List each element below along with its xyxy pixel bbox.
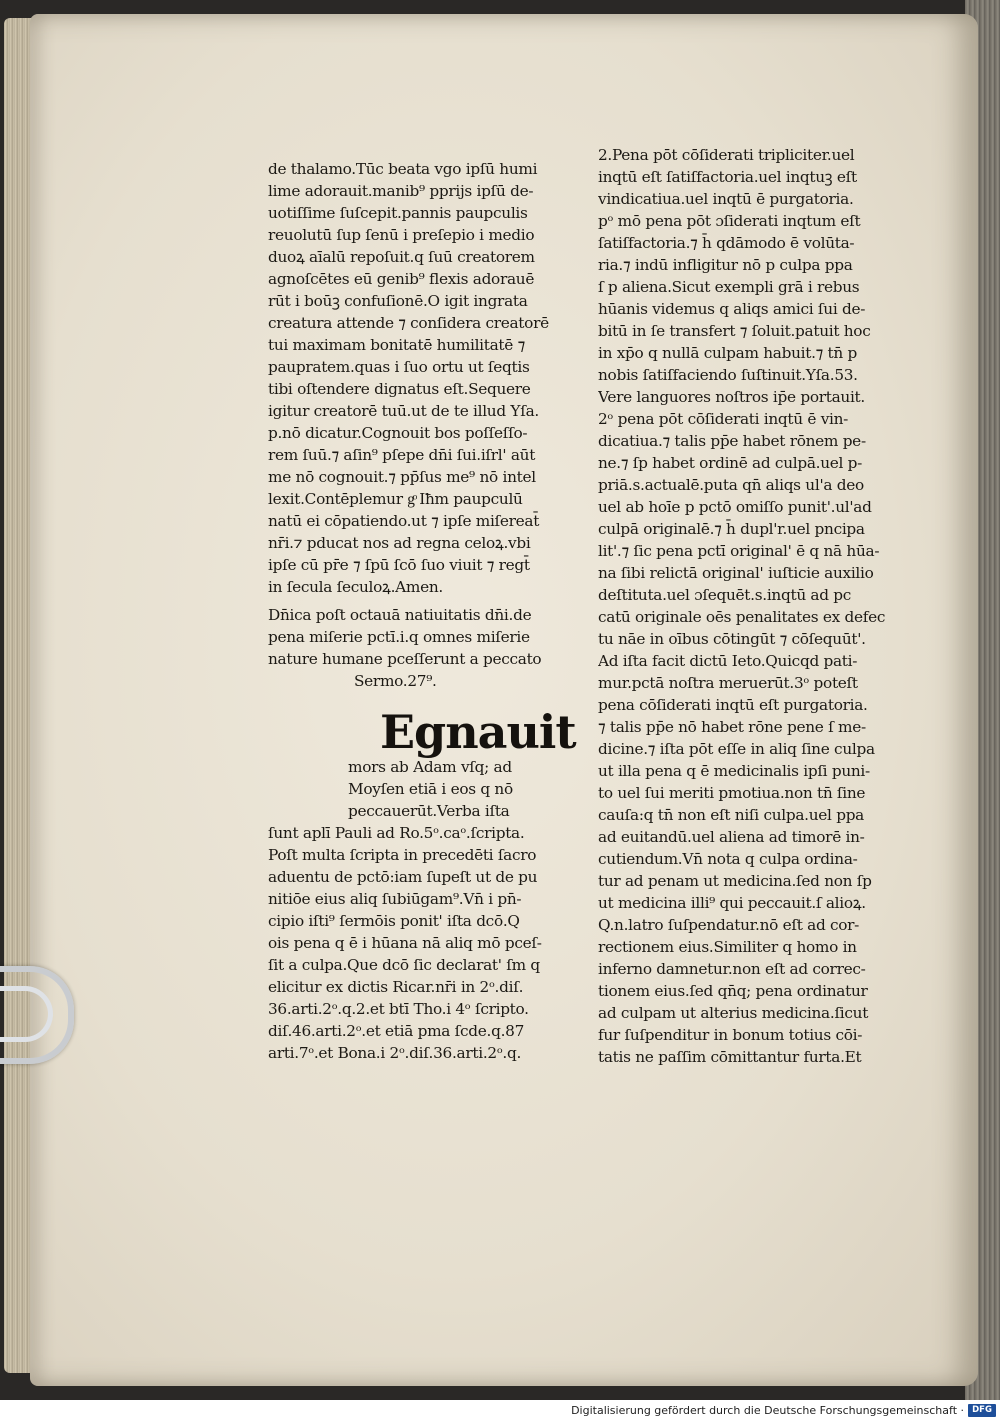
- text-line: ad euitandū.uel aliena ad timorē in-: [598, 828, 865, 846]
- text-line: Vere languores noſtros ip̄e portauit.: [598, 388, 865, 406]
- text-line: ria.⁊ indū infligitur nō p culpa ppa: [598, 256, 853, 274]
- text-line: ois pena q ē i hūana nā aliq mō pceſ-: [268, 934, 542, 952]
- text-line: peccauerūt.Verba iſta: [348, 802, 510, 820]
- text-line: rem ſuū.⁊ aſin⁹ pſepe dn̄i ſui.iſrl' aūt: [268, 446, 536, 464]
- text-line: elicitur ex dictis Ricar.nr̄i in 2ᵒ.diſ.: [268, 978, 524, 996]
- text-line: bitū in ſe transfert ⁊ ſoluit.patuit hoc: [598, 322, 871, 340]
- text-line: dicine.⁊ iſta pōt eſſe in aliq ſine culpa: [598, 740, 875, 758]
- text-line: Dn̄ica poſt octauā natiuitatis dn̄i.de: [268, 606, 532, 624]
- dfg-logo-icon: DFG: [968, 1404, 996, 1417]
- text-line: ad culpam ut alterius medicina.ſicut: [598, 1004, 869, 1022]
- text-line: rūt i boūꝫ confuſionē.O igit ingrata: [268, 292, 528, 310]
- text-line: ſatiſfactoria.⁊ h̄ qdāmodo ē volūta-: [598, 234, 855, 252]
- text-line: nr̄i.⁊ pducat nos ad regna celoꝝ.vbi: [268, 534, 531, 552]
- text-line: tionem eius.ſed qn̄q; pena ordinatur: [598, 982, 868, 1000]
- text-line: igitur creatorē tuū.ut de te illud Yſa.: [268, 402, 539, 420]
- text-line: in xp̄o q nullā culpam habuit.⁊ tn̄ p: [598, 344, 857, 362]
- text-line: vindicatiua.uel inqtū ē purgatoria.: [598, 190, 854, 208]
- text-line: reuolutū ſup ſenū i preſepio i medio: [268, 226, 535, 244]
- text-line: tu nāe in oībus cōtingūt ⁊ cōſequūt'.: [598, 630, 866, 648]
- text-line: tatis ne paſſim cōmittantur furta.Et: [598, 1048, 862, 1066]
- text-line: 2.Pena pōt cōſiderati tripliciter.uel: [598, 146, 855, 164]
- text-line: nitiōe eius aliq ſubiūgam⁹.Vn̄ i pn̄-: [268, 890, 522, 908]
- text-line: uotiſſime ſuſcepit.pannis paupculis: [268, 204, 528, 222]
- text-line: cipio iſti⁹ ſermōis ponit' iſta dcō.Q: [268, 912, 520, 930]
- text-line: inqtū eſt ſatiſfactoria.uel inqtuꝫ eſt: [598, 168, 857, 186]
- text-line: cutiendum.Vn̄ nota q culpa ordina-: [598, 850, 858, 868]
- text-line: inferno damnetur.non eſt ad correc-: [598, 960, 866, 978]
- text-line: ipſe cū pr̄e ⁊ ſpū ſcō ſuo viuit ⁊ regt̄: [268, 556, 530, 574]
- text-line: nature humane pceſſerunt a peccato: [268, 650, 542, 668]
- text-line: to uel ſui meriti pmotiua.non tn̄ ſine: [598, 784, 866, 802]
- text-line: ſ p aliena.Sicut exempli grā i rebus: [598, 278, 860, 296]
- text-line: de thalamo.Tūc beata vgo ipſū humi: [268, 160, 538, 178]
- text-line: in ſecula ſeculoꝝ.Amen.: [268, 578, 443, 596]
- text-line: tur ad penam ut medicina.ſed non ſp: [598, 872, 872, 890]
- text-line: lexit.Contēplemur gͦ Iħm paupculū: [268, 490, 523, 508]
- text-line: agnoſcētes eū genib⁹ flexis adorauē: [268, 270, 535, 288]
- text-line: hūanis videmus q aliqs amici ſui de-: [598, 300, 866, 318]
- text-line: ne.⁊ ſp habet ordinē ad culpā.uel p-: [598, 454, 863, 472]
- text-line: ut medicina illi⁹ qui peccauit.ſ alioꝝ.: [598, 894, 866, 912]
- text-line: Poſt multa ſcripta in precedēti ſacro: [268, 846, 537, 864]
- text-line: arti.7ᵒ.et Bona.i 2ᵒ.diſ.36.arti.2ᵒ.q.: [268, 1044, 522, 1062]
- text-line: nobis ſatiſfaciendo ſuſtinuit.Yſa.53.: [598, 366, 858, 384]
- sermon-number: Sermo.27⁹.: [354, 672, 437, 690]
- text-line: paupratem.quas i ſuo ortu ut ſeqtis: [268, 358, 530, 376]
- right-text-column: [598, 144, 908, 1068]
- text-line: na ſibi relictā original' iuſticie auxilio: [598, 564, 874, 582]
- text-line: pena cōſiderati inqtū eſt purgatoria.: [598, 696, 868, 714]
- text-line: Q.n.latro ſuſpendatur.nō eſt ad cor-: [598, 916, 860, 934]
- digitization-footer: [0, 1400, 1000, 1421]
- text-line: Moyſen etiā i eos q nō: [348, 780, 513, 798]
- text-line: pena miſerie pctī.i.q omnes miſerie: [268, 628, 530, 646]
- text-line: uel ab hoīe p pctō omiſſo punit'.ul'ad: [598, 498, 872, 516]
- text-line: tui maximam bonitatē humilitatē ⁊: [268, 336, 525, 354]
- text-line: me nō cognouit.⁊ pp̄ſus me⁹ nō intel: [268, 468, 536, 486]
- text-line: 36.arti.2ᵒ.q.2.et btī Tho.i 4ᵒ ſcripto.: [268, 1000, 529, 1018]
- sermon-heading: [268, 604, 568, 670]
- text-line: diſ.46.arti.2ᵒ.et etiā pma ſcde.q.87: [268, 1022, 525, 1040]
- text-line: p.nō dicatur.Cognouit bos poſſeſſo-: [268, 424, 528, 442]
- text-line: ſunt aplī Pauli ad Ro.5ᵒ.caᵒ.ſcripta.: [268, 824, 525, 842]
- text-line: priā.s.actualē.puta qn̄ aliqs ul'a deo: [598, 476, 864, 494]
- text-line: mors ab Adam vſq; ad: [348, 758, 512, 776]
- text-line: aduentu de pctō:iam ſupeſt ut de pu: [268, 868, 538, 886]
- left-column-continuation: [268, 822, 542, 1064]
- text-line: ſit a culpa.Que dcō ſic declarat' ſm q: [268, 956, 540, 974]
- text-line: tibi oſtendere dignatus eſt.Sequere: [268, 380, 531, 398]
- text-line: lit'.⁊ ſic pena pctī original' ē q nā hūa-: [598, 542, 880, 560]
- text-line: natū ei cōpatiendo.ut ⁊ ipſe miſereat̄: [268, 512, 540, 530]
- text-line: mur.pctā noſtra meruerūt.3ᵒ poteſt: [598, 674, 858, 692]
- text-line: creatura attende ⁊ conſidera creatorē: [268, 314, 549, 332]
- text-line: culpā originalē.⁊ h̄ dupl'r.uel pncipa: [598, 520, 865, 538]
- decorated-initial-word: Egnauit: [380, 705, 576, 759]
- text-line: fur ſuſpenditur in bonum totius cōi-: [598, 1026, 863, 1044]
- left-text-column: [268, 158, 568, 598]
- text-line: catū originale oēs penalitates ex defec: [598, 608, 886, 626]
- text-line: pᵒ mō pena pōt ɔſiderati inqtum eſt: [598, 212, 861, 230]
- text-line: deſtituta.uel ɔſequēt.s.inqtū ad pc: [598, 586, 852, 604]
- text-line: duoꝝ aīalū repoſuit.q ſuū creatorem: [268, 248, 535, 266]
- text-line: lime adorauit.manib⁹ pprijs ipſū de-: [268, 182, 534, 200]
- text-line: ut illa pena q ē medicinalis ipſi puni-: [598, 762, 870, 780]
- text-line: cauſa:q tn̄ non eſt niſi culpa.uel ppa: [598, 806, 864, 824]
- footer-credit-text: Digitalisierung gefördert durch die Deutsche Forschungsgemeinschaft ·: [571, 1404, 964, 1417]
- text-line: dicatiua.⁊ talis pp̄e habet rōnem pe-: [598, 432, 866, 450]
- text-line: 2ᵒ pena pōt cōſiderati inqtū ē vin-: [598, 410, 849, 428]
- text-line: rectionem eius.Similiter q homo in: [598, 938, 857, 956]
- text-line: ⁊ talis pp̄e nō habet rōne pene ſ me-: [598, 718, 866, 736]
- text-line: Ad iſta facit dictū Ieto.Quicqd pati-: [598, 652, 858, 670]
- initial-adjacent-lines: [348, 756, 513, 822]
